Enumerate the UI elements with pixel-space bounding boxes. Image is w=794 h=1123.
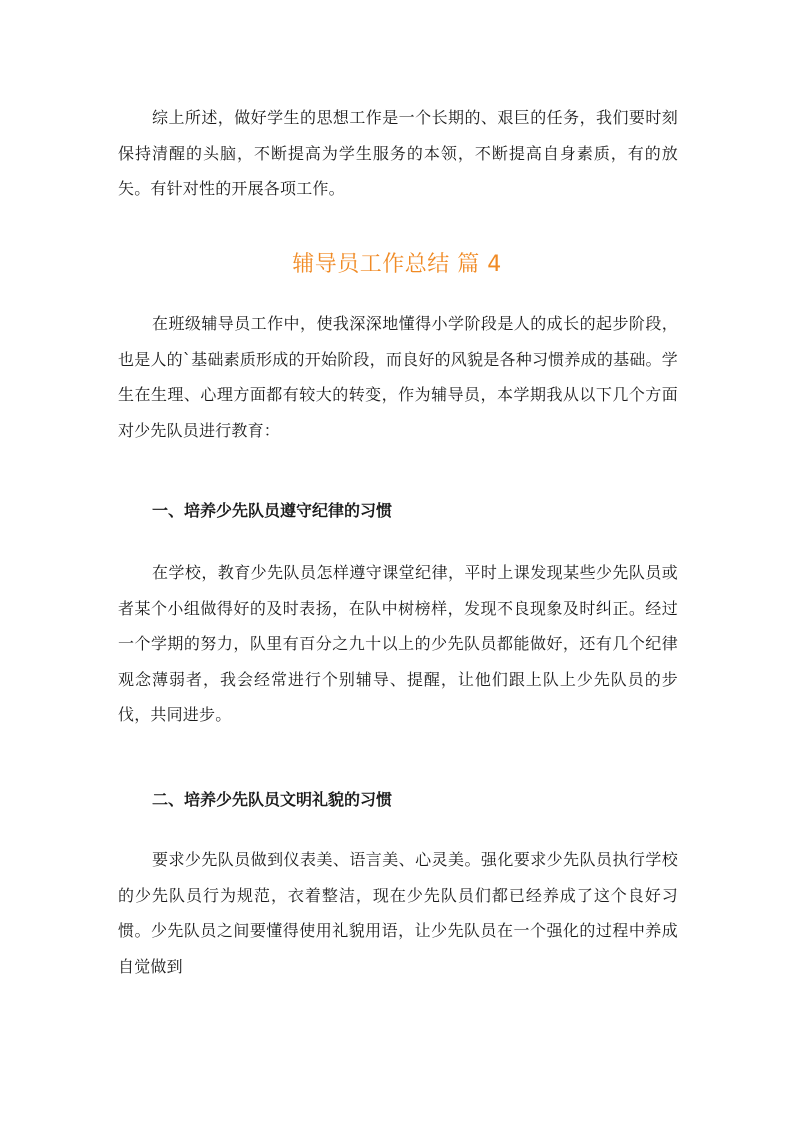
subheading-discipline: 一、培养少先队员遵守纪律的习惯	[152, 501, 393, 520]
paragraph-conclusion: 综上所述，做好学生的思想工作是一个长期的、艰巨的任务，我们要时刻保持清醒的头脑，不断提高为学生服务的本领，不断提高自身素质，有的放矢。有针对性的开展各项工作。	[118, 108, 678, 198]
paragraph-intro: 在班级辅导员工作中，使我深深地懂得小学阶段是人的成长的起步阶段，也是人的`基础素质形成的开始阶段，而良好的风貌是各种习惯养成的基础。学生在生理、心理方面都有较大的转变，作为辅导员，本学期我从以下几个方面对少先队员进行教育：	[118, 314, 678, 440]
subheading-courtesy: 二、培养少先队员文明礼貌的习惯	[152, 790, 393, 809]
section-title: 辅导员工作总结 篇 4	[292, 252, 502, 277]
paragraph-discipline: 在学校，教育少先队员怎样遵守课堂纪律，平时上课发现某些少先队员或者某个小组做得好的及时表扬，在队中树榜样，发现不良现象及时纠正。经过一个学期的努力，队里有百分之九十以上的少先队员都能做好，还有几个纪律观念薄弱者，我会经常进行个别辅导、提醒，让他们跟上队上少先队员的步伐，共同进步。	[118, 563, 678, 724]
paragraph-courtesy: 要求少先队员做到仪表美、语言美、心灵美。强化要求少先队员执行学校的少先队员行为规范，衣着整洁，现在少先队员们都已经养成了这个良好习惯。少先队员之间要懂得使用礼貌用语，让少先队员在一个强化的过程中养成自觉做到	[118, 850, 678, 976]
